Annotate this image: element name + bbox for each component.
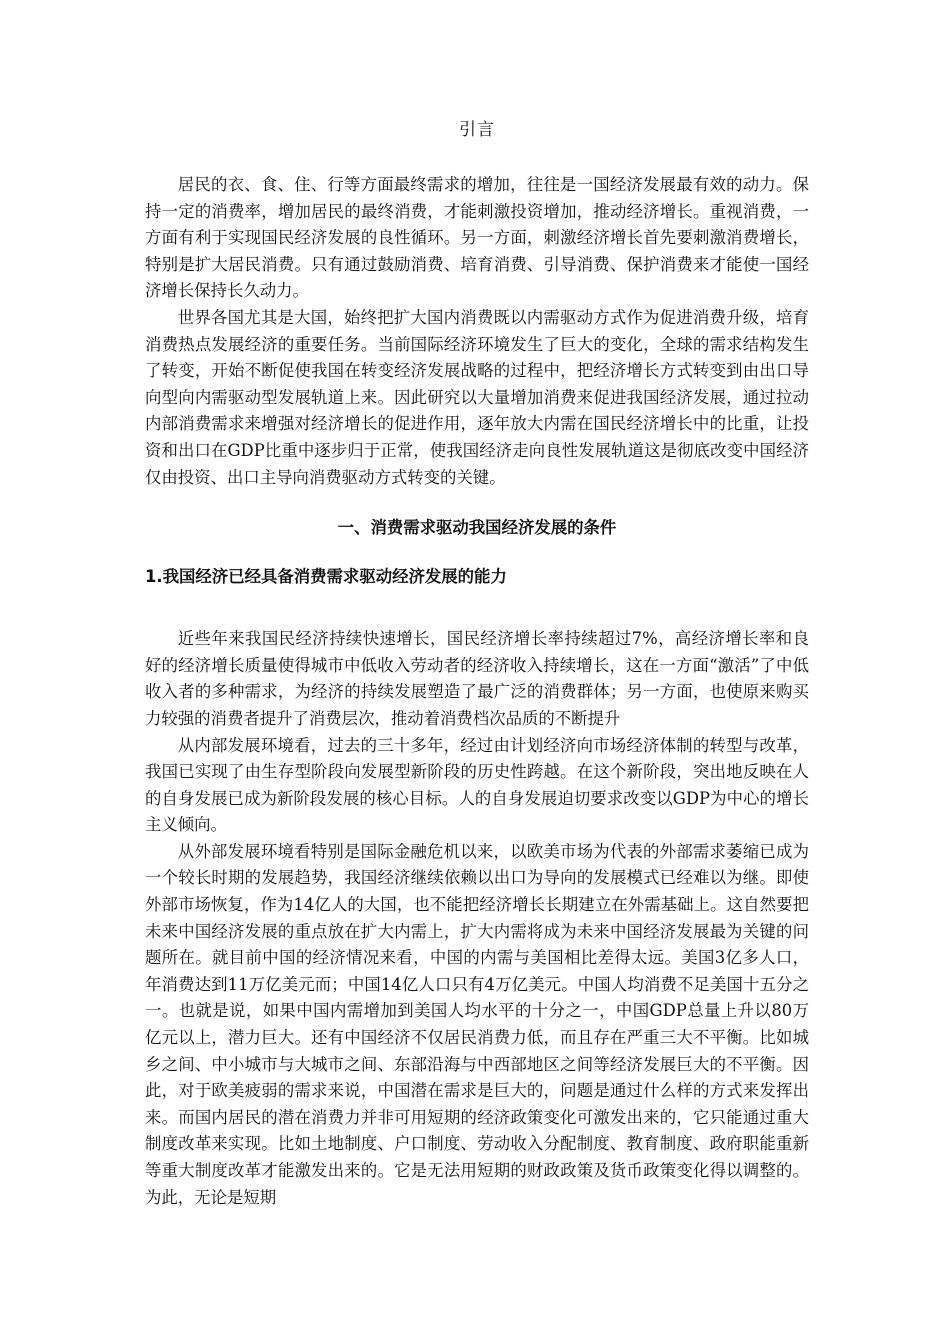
- intro-paragraph-1: 居民的衣、食、住、行等方面最终需求的增加，往往是一国经济发展最有效的动力。保持一定的消费率，增加居民的最终消费，才能刺激投资增加，推动经济增长。重视消费，一方面有利于实现国民经济发展的良性循环。另一方面，刺激经济增长首先要刺激消费增长，特别是扩大居民消费。只有通过鼓励消费、培育消费、引导消费、保护消费来才能使一国经济增长保持长久动力。: [145, 175, 809, 301]
- subsection-heading: 1.我国经济已经具备消费需求驱动经济发展的能力: [145, 567, 507, 587]
- document-page: [145, 118, 809, 1211]
- intro-paragraph-2: 世界各国尤其是大国，始终把扩大国内消费既以内需驱动方式作为促进消费升级，培育消费热点发展经济的重要任务。当前国际经济环境发生了巨大的变化，全球的需求结构发生了转变，开始不断促使我国在转变经济发展战略的过程中，把经济增长方式转变到由出口导向型向内需驱动型发展轨道上来。因此研究以大量增加消费来促进我国经济发展，通过拉动内部消费需求来增强对经济增长的促进作用，逐年放大内需在国民经济增长中的比重，让投资和出口在GDP比重中逐步归于正常，使我国经济走向良性发展轨道这是彻底改变中国经济仅由投资、出口主导向消费驱动方式转变的关键。: [145, 307, 809, 487]
- section-heading: 一、消费需求驱动我国经济发展的条件: [337, 518, 617, 538]
- document-title: 引言: [459, 120, 495, 140]
- body-paragraph-3: 从外部发展环境看特别是国际金融危机以来，以欧美市场为代表的外部需求萎缩已成为一个较长时期的发展趋势，我国经济继续依赖以出口为导向的发展模式已经难以为继。即使外部市场恢复，作为14亿人的大国，也不能把经济增长长期建立在外需基础上。这自然要把未来中国经济发展的重点放在扩大内需上，扩大内需将成为未来中国经济发展最为关键的问题所在。就目前中国的经济情况来看，中国的内需与美国相比差得太远。美国3亿多人口，年消费达到11万亿美元而；中国14亿人口只有4万亿美元。中国人均消费不足美国十五分之一。也就是说，如果中国内需增加到美国人均水平的十分之一，中国GDP总量上升以80万亿元以上，潜力巨大。还有中国经济不仅居民消费力低，而且存在严重三大不平衡。比如城乡之间、中小城市与大城市之间、东部沿海与中西部地区之间等经济发展巨大的不平衡。因此，对于欧美疲弱的需求来说，中国潜在需求是巨大的，问题是通过什么样的方式来发挥出来。而国内居民的潜在消费力并非可用短期的经济政策变化可激发出来的，它只能通过重大制度改革来实现。比如土地制度、户口制度、劳动收入分配制度、教育制度、政府职能重新等重大制度改革才能激发出来的。它是无法用短期的财政政策及货币政策变化得以调整的。为此，无论是短期: [145, 841, 809, 1207]
- body-paragraph-2: 从内部发展环境看，过去的三十多年，经过由计划经济向市场经济体制的转型与改革，我国已实现了由生存型阶段向发展型新阶段的历史性跨越。在这个新阶段，突出地反映在人的自身发展已成为新阶段发展的核心目标。人的自身发展迫切要求改变以GDP为中心的增长主义倾向。: [145, 735, 809, 835]
- body-paragraph-1: 近些年来我国民经济持续快速增长，国民经济增长率持续超过7%，高经济增长率和良好的经济增长质量使得城市中低收入劳动者的经济收入持续增长，这在一方面“激活”了中低收入者的多种需求，为经济的持续发展塑造了最广泛的消费群体；另一方面，也使原来购买力较强的消费者提升了消费层次，推动着消费档次品质的不断提升: [145, 629, 809, 728]
